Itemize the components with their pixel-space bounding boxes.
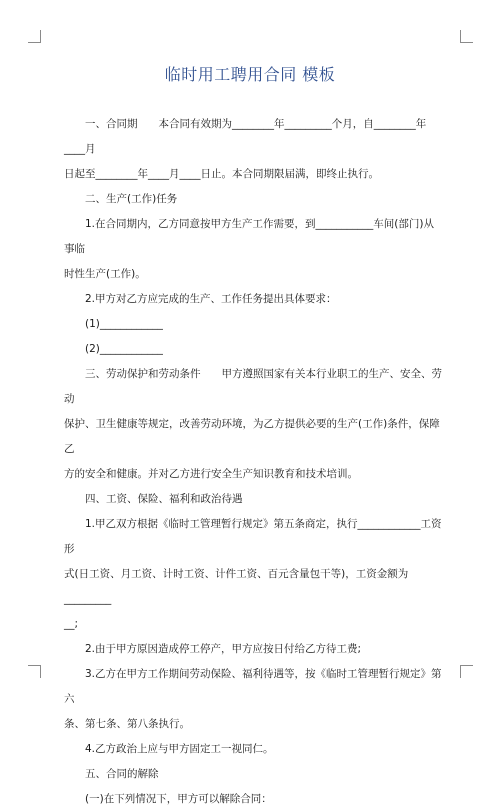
paragraph-3-line-3: 方的安全和健康。并对乙方进行安全生产知识教育和技术培训。	[64, 468, 358, 480]
crop-mark-bottom-right	[460, 665, 473, 678]
paragraph-1-line-2: 日起至________年____月____日止。本合同期限届满，即终止执行。	[64, 168, 379, 180]
list-item-1: (1)____________	[85, 318, 163, 330]
paragraph-5-1: (一)在下列情况下，甲方可以解除合同：	[85, 793, 272, 805]
crop-mark-bottom-left	[28, 665, 41, 678]
paragraph-4-3-line-1: 3.乙方在甲方工作期间劳动保险、福利待遇等，按《临时工管理暂行规定》第六	[64, 668, 442, 705]
crop-mark-top-right	[460, 30, 473, 43]
document-title: 临时用工聘用合同 模板	[164, 65, 336, 84]
section-heading-2: 二、生产(工作)任务	[85, 193, 178, 205]
section-heading-4: 四、工资、保险、福利和政治待遇	[85, 493, 243, 505]
list-item-2: (2)____________	[85, 343, 163, 355]
paragraph-3-line-2: 保护、卫生健康等规定，改善劳动环境，为乙方提供必要的生产(工作)条件，保障乙	[64, 418, 440, 455]
paragraph-2-1-line-2: 时性生产(工作)。	[64, 268, 146, 280]
section-heading-5: 五、合同的解除	[85, 768, 159, 780]
paragraph-4-2: 2.由于甲方原因造成停工停产，甲方应按日付给乙方待工费;	[85, 643, 362, 655]
paragraph-2-2: 2.甲方对乙方应完成的生产、工作任务提出具体要求：	[85, 293, 337, 305]
paragraph-4-1-line-1: 1.甲乙双方根据《临时工管理暂行规定》第五条商定，执行____________工资形	[64, 518, 442, 555]
document-body	[64, 112, 442, 812]
paragraph-2-1-line-1: 1.在合同期内，乙方同意按甲方生产工作需要，到___________车间(部门)从事临	[64, 218, 434, 255]
paragraph-3-line-1: 三、劳动保护和劳动条件 甲方遵照国家有关本行业职工的生产、安全、劳动	[64, 368, 442, 405]
paragraph-4-4: 4.乙方政治上应与甲方固定工一视同仁。	[85, 743, 274, 755]
paragraph-4-1-line-2: 式(日工资、月工资、计时工资、计件工资、百元含量包干等)，工资金额为_________	[64, 568, 409, 605]
paragraph-4-1-line-3: __;	[64, 618, 79, 630]
crop-mark-top-left	[28, 30, 41, 43]
paragraph-1-line-1: 一、合同期 本合同有效期为________年_________个月，自________年____月	[64, 118, 427, 155]
paragraph-4-3-line-2: 条、第七条、第八条执行。	[64, 718, 190, 730]
